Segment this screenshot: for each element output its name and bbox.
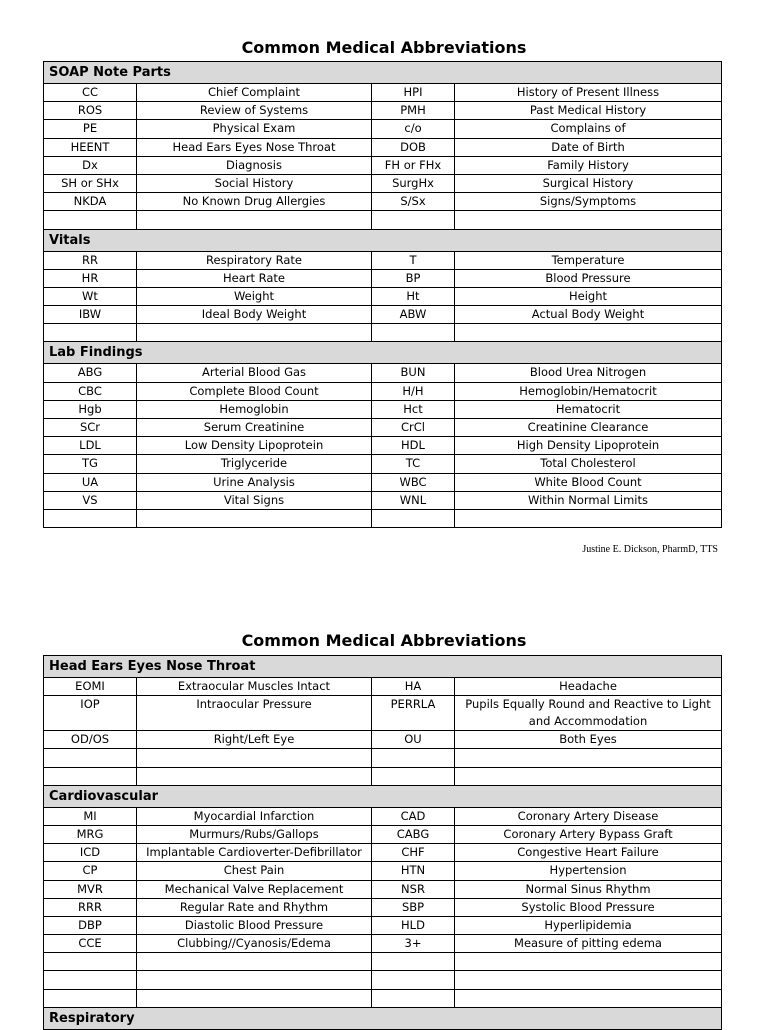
section-title: Cardiovascular bbox=[44, 785, 722, 807]
table-row bbox=[44, 825, 722, 843]
meaning-cell: Physical Exam bbox=[137, 120, 372, 138]
meaning-cell: Hemoglobin/Hematocrit bbox=[455, 382, 722, 400]
meaning-cell: Diastolic Blood Pressure bbox=[137, 916, 372, 934]
meaning-cell: White Blood Count bbox=[455, 473, 722, 491]
table-row bbox=[44, 935, 722, 953]
abbreviation-cell bbox=[372, 324, 455, 342]
table-row bbox=[44, 84, 722, 102]
meaning-cell: Myocardial Infarction bbox=[137, 807, 372, 825]
abbreviation-cell: CCE bbox=[44, 935, 137, 953]
table-row bbox=[44, 953, 722, 971]
abbreviation-cell: Hgb bbox=[44, 400, 137, 418]
meaning-cell: Intraocular Pressure bbox=[137, 696, 372, 731]
abbreviation-cell: CP bbox=[44, 862, 137, 880]
abbreviation-cell: CABG bbox=[372, 825, 455, 843]
abbreviation-cell: BUN bbox=[372, 364, 455, 382]
abbreviation-cell bbox=[44, 509, 137, 527]
meaning-cell: Headache bbox=[455, 678, 722, 696]
abbreviation-cell: EOMI bbox=[44, 678, 137, 696]
meaning-cell: Signs/Symptoms bbox=[455, 193, 722, 211]
abbreviation-cell bbox=[372, 509, 455, 527]
table-row bbox=[44, 844, 722, 862]
table-row bbox=[44, 971, 722, 989]
meaning-cell: Normal Sinus Rhythm bbox=[455, 880, 722, 898]
abbreviation-cell: WNL bbox=[372, 491, 455, 509]
meaning-cell: Temperature bbox=[455, 251, 722, 269]
abbreviation-cell: CBC bbox=[44, 382, 137, 400]
abbreviation-cell: CAD bbox=[372, 807, 455, 825]
table-row bbox=[44, 473, 722, 491]
section-title: Vitals bbox=[44, 229, 722, 251]
table-row bbox=[44, 287, 722, 305]
meaning-cell: Hyperlipidemia bbox=[455, 916, 722, 934]
section-header bbox=[44, 229, 722, 251]
meaning-cell bbox=[455, 509, 722, 527]
abbreviation-cell: MI bbox=[44, 807, 137, 825]
table-row bbox=[44, 156, 722, 174]
abbreviation-cell bbox=[44, 749, 137, 767]
meaning-cell: Past Medical History bbox=[455, 102, 722, 120]
abbreviation-cell bbox=[372, 767, 455, 785]
abbreviation-cell: CHF bbox=[372, 844, 455, 862]
meaning-cell: Low Density Lipoprotein bbox=[137, 437, 372, 455]
meaning-cell bbox=[455, 324, 722, 342]
meaning-cell: Actual Body Weight bbox=[455, 306, 722, 324]
meaning-cell: Within Normal Limits bbox=[455, 491, 722, 509]
meaning-cell: Coronary Artery Bypass Graft bbox=[455, 825, 722, 843]
meaning-cell: Pupils Equally Round and Reactive to Light and Accommodation bbox=[455, 696, 722, 731]
abbreviation-cell: HLD bbox=[372, 916, 455, 934]
abbreviation-cell bbox=[44, 989, 137, 1007]
abbreviation-cell: HA bbox=[372, 678, 455, 696]
table-row bbox=[44, 898, 722, 916]
section-title: Respiratory bbox=[44, 1007, 722, 1029]
table-row bbox=[44, 491, 722, 509]
abbreviation-cell: DBP bbox=[44, 916, 137, 934]
meaning-cell: Blood Urea Nitrogen bbox=[455, 364, 722, 382]
meaning-cell: Total Cholesterol bbox=[455, 455, 722, 473]
meaning-cell bbox=[137, 971, 372, 989]
section-header bbox=[44, 656, 722, 678]
meaning-cell: Respiratory Rate bbox=[137, 251, 372, 269]
meaning-cell: Right/Left Eye bbox=[137, 731, 372, 749]
meaning-cell bbox=[455, 989, 722, 1007]
page-title: Common Medical Abbreviations bbox=[241, 38, 527, 57]
meaning-cell: Complete Blood Count bbox=[137, 382, 372, 400]
meaning-cell: Measure of pitting edema bbox=[455, 935, 722, 953]
abbreviation-cell: c/o bbox=[372, 120, 455, 138]
meaning-cell bbox=[137, 324, 372, 342]
meaning-cell: Chief Complaint bbox=[137, 84, 372, 102]
meaning-cell: Vital Signs bbox=[137, 491, 372, 509]
meaning-cell: Social History bbox=[137, 174, 372, 192]
meaning-cell: Murmurs/Rubs/Gallops bbox=[137, 825, 372, 843]
abbreviation-cell bbox=[372, 211, 455, 229]
abbreviation-cell: TG bbox=[44, 455, 137, 473]
meaning-cell bbox=[137, 211, 372, 229]
abbreviation-cell: HEENT bbox=[44, 138, 137, 156]
meaning-cell: Arterial Blood Gas bbox=[137, 364, 372, 382]
abbreviation-cell bbox=[372, 989, 455, 1007]
abbreviation-cell bbox=[44, 971, 137, 989]
meaning-cell: Urine Analysis bbox=[137, 473, 372, 491]
table-row bbox=[44, 193, 722, 211]
meaning-cell: Date of Birth bbox=[455, 138, 722, 156]
abbreviation-cell: IOP bbox=[44, 696, 137, 731]
section-header bbox=[44, 62, 722, 84]
abbreviation-cell: LDL bbox=[44, 437, 137, 455]
meaning-cell: Triglyceride bbox=[137, 455, 372, 473]
abbreviation-cell: IBW bbox=[44, 306, 137, 324]
abbreviation-cell: T bbox=[372, 251, 455, 269]
abbreviation-cell: SH or SHx bbox=[44, 174, 137, 192]
table-row bbox=[44, 767, 722, 785]
table-row bbox=[44, 306, 722, 324]
meaning-cell: Creatinine Clearance bbox=[455, 419, 722, 437]
abbreviation-cell bbox=[372, 749, 455, 767]
author-credit: Justine E. Dickson, PharmD, TTS bbox=[582, 544, 718, 555]
meaning-cell bbox=[455, 749, 722, 767]
meaning-cell: Serum Creatinine bbox=[137, 419, 372, 437]
meaning-cell: Surgical History bbox=[455, 174, 722, 192]
meaning-cell: Blood Pressure bbox=[455, 269, 722, 287]
abbreviation-cell bbox=[44, 953, 137, 971]
meaning-cell bbox=[455, 211, 722, 229]
abbreviation-cell: PE bbox=[44, 120, 137, 138]
meaning-cell: Systolic Blood Pressure bbox=[455, 898, 722, 916]
table-row bbox=[44, 749, 722, 767]
meaning-cell bbox=[137, 749, 372, 767]
meaning-cell: Hypertension bbox=[455, 862, 722, 880]
meaning-cell bbox=[455, 767, 722, 785]
meaning-cell: History of Present Illness bbox=[455, 84, 722, 102]
meaning-cell: No Known Drug Allergies bbox=[137, 193, 372, 211]
meaning-cell: Mechanical Valve Replacement bbox=[137, 880, 372, 898]
abbreviation-cell: ABW bbox=[372, 306, 455, 324]
meaning-cell: Both Eyes bbox=[455, 731, 722, 749]
meaning-cell: Complains of bbox=[455, 120, 722, 138]
meaning-cell: Congestive Heart Failure bbox=[455, 844, 722, 862]
abbreviation-cell: ROS bbox=[44, 102, 137, 120]
table-row bbox=[44, 862, 722, 880]
abbreviation-cell bbox=[372, 971, 455, 989]
page-title: Common Medical Abbreviations bbox=[241, 631, 527, 650]
abbreviation-cell: Hct bbox=[372, 400, 455, 418]
table-row bbox=[44, 364, 722, 382]
abbreviation-cell: DOB bbox=[372, 138, 455, 156]
meaning-cell: Clubbing//Cyanosis/Edema bbox=[137, 935, 372, 953]
meaning-cell: Head Ears Eyes Nose Throat bbox=[137, 138, 372, 156]
meaning-cell: Extraocular Muscles Intact bbox=[137, 678, 372, 696]
abbreviation-cell: Ht bbox=[372, 287, 455, 305]
table-row bbox=[44, 678, 722, 696]
abbreviation-cell: OD/OS bbox=[44, 731, 137, 749]
abbreviation-cell: BP bbox=[372, 269, 455, 287]
table-row bbox=[44, 251, 722, 269]
meaning-cell: Coronary Artery Disease bbox=[455, 807, 722, 825]
abbreviation-cell: SCr bbox=[44, 419, 137, 437]
abbreviation-cell: WBC bbox=[372, 473, 455, 491]
abbreviation-cell: NSR bbox=[372, 880, 455, 898]
meaning-cell: Ideal Body Weight bbox=[137, 306, 372, 324]
table-row bbox=[44, 696, 722, 731]
abbreviation-cell: FH or FHx bbox=[372, 156, 455, 174]
table-row bbox=[44, 102, 722, 120]
abbreviation-cell: Wt bbox=[44, 287, 137, 305]
abbreviation-cell: HTN bbox=[372, 862, 455, 880]
abbreviation-cell: SBP bbox=[372, 898, 455, 916]
section-title: Lab Findings bbox=[44, 342, 722, 364]
abbreviation-cell: HDL bbox=[372, 437, 455, 455]
section-header bbox=[44, 342, 722, 364]
meaning-cell: Weight bbox=[137, 287, 372, 305]
abbreviation-cell: RRR bbox=[44, 898, 137, 916]
abbreviation-cell: PMH bbox=[372, 102, 455, 120]
meaning-cell bbox=[137, 509, 372, 527]
meaning-cell: Implantable Cardioverter-Defibrillator bbox=[137, 844, 372, 862]
abbreviation-cell: S/Sx bbox=[372, 193, 455, 211]
abbreviation-cell: HR bbox=[44, 269, 137, 287]
meaning-cell: Chest Pain bbox=[137, 862, 372, 880]
section-title: Head Ears Eyes Nose Throat bbox=[44, 656, 722, 678]
table-row bbox=[44, 174, 722, 192]
abbreviation-cell bbox=[44, 324, 137, 342]
table-row bbox=[44, 211, 722, 229]
abbreviation-cell: SurgHx bbox=[372, 174, 455, 192]
section-header bbox=[44, 785, 722, 807]
section-header bbox=[44, 1007, 722, 1029]
table-row bbox=[44, 382, 722, 400]
meaning-cell: Height bbox=[455, 287, 722, 305]
table-row bbox=[44, 731, 722, 749]
abbreviation-cell: Dx bbox=[44, 156, 137, 174]
abbreviation-cell bbox=[44, 211, 137, 229]
table-row bbox=[44, 437, 722, 455]
abbreviation-cell: ABG bbox=[44, 364, 137, 382]
table-row bbox=[44, 120, 722, 138]
abbreviation-cell: UA bbox=[44, 473, 137, 491]
meaning-cell bbox=[455, 971, 722, 989]
abbreviation-cell: CC bbox=[44, 84, 137, 102]
table-row bbox=[44, 324, 722, 342]
meaning-cell bbox=[137, 989, 372, 1007]
table-row bbox=[44, 989, 722, 1007]
abbreviation-cell: OU bbox=[372, 731, 455, 749]
abbreviation-cell: RR bbox=[44, 251, 137, 269]
meaning-cell bbox=[137, 953, 372, 971]
abbreviation-cell: ICD bbox=[44, 844, 137, 862]
abbreviation-cell: VS bbox=[44, 491, 137, 509]
abbreviation-table bbox=[43, 655, 722, 1030]
abbreviation-cell: 3+ bbox=[372, 935, 455, 953]
abbreviation-cell bbox=[44, 767, 137, 785]
abbreviation-cell: MRG bbox=[44, 825, 137, 843]
meaning-cell: Regular Rate and Rhythm bbox=[137, 898, 372, 916]
table-row bbox=[44, 400, 722, 418]
abbreviation-cell: MVR bbox=[44, 880, 137, 898]
meaning-cell: Family History bbox=[455, 156, 722, 174]
meaning-cell bbox=[137, 767, 372, 785]
meaning-cell bbox=[455, 953, 722, 971]
meaning-cell: Heart Rate bbox=[137, 269, 372, 287]
meaning-cell: Hematocrit bbox=[455, 400, 722, 418]
abbreviation-cell: NKDA bbox=[44, 193, 137, 211]
meaning-cell: High Density Lipoprotein bbox=[455, 437, 722, 455]
abbreviation-cell: PERRLA bbox=[372, 696, 455, 731]
abbreviation-cell: HPI bbox=[372, 84, 455, 102]
table-row bbox=[44, 880, 722, 898]
section-title: SOAP Note Parts bbox=[44, 62, 722, 84]
meaning-cell: Hemoglobin bbox=[137, 400, 372, 418]
abbreviation-cell: H/H bbox=[372, 382, 455, 400]
table-row bbox=[44, 455, 722, 473]
abbreviation-table bbox=[43, 61, 722, 528]
abbreviation-cell: CrCl bbox=[372, 419, 455, 437]
abbreviation-cell bbox=[372, 953, 455, 971]
table-row bbox=[44, 509, 722, 527]
meaning-cell: Review of Systems bbox=[137, 102, 372, 120]
table-row bbox=[44, 419, 722, 437]
abbreviation-cell: TC bbox=[372, 455, 455, 473]
table-row bbox=[44, 269, 722, 287]
table-row bbox=[44, 807, 722, 825]
meaning-cell: Diagnosis bbox=[137, 156, 372, 174]
table-row bbox=[44, 916, 722, 934]
table-row bbox=[44, 138, 722, 156]
